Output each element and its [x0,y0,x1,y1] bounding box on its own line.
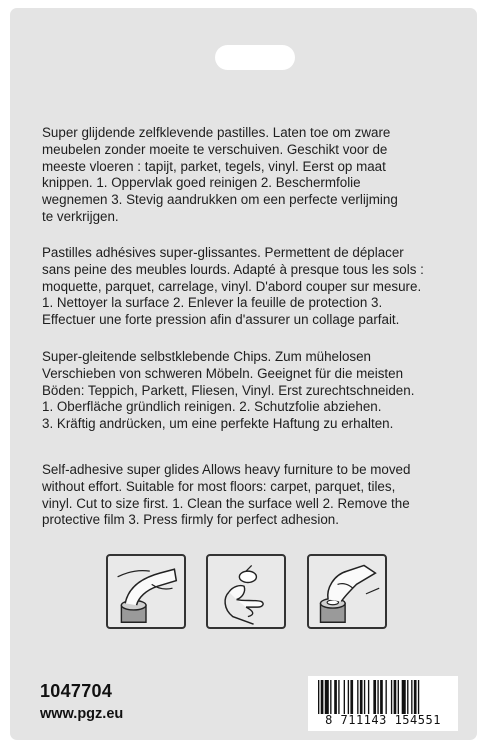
barcode-bar [330,680,331,714]
barcode-bar [394,680,397,714]
barcode-bar [350,680,353,714]
article-number: 1047704 [40,681,113,701]
barcode-bar [325,680,329,714]
barcode-bar [368,680,369,714]
barcode-bar [321,680,324,714]
barcode-bar [407,680,408,714]
barcode [308,676,458,731]
step-3-press-firmly [307,554,387,629]
barcode-bar [386,680,387,714]
website-url: www.pgz.eu [40,706,124,722]
hang-hole [215,45,295,70]
barcode-bar [344,680,345,714]
barcode-bar [377,680,378,714]
step-1-clean-surface [106,554,186,629]
barcode-bar [360,680,363,714]
barcode-bar [391,680,392,714]
barcode-bar [380,680,383,714]
remove-film-icon [208,556,284,627]
packaging-card [10,8,477,740]
barcode-digits: 8 711143 154551 [325,713,441,727]
barcode-bar [414,680,417,714]
barcode-bar [357,680,358,714]
barcode-bar [334,680,337,714]
instructions-french: Pastilles adhésives super-glissantes. Permettent de déplacer sans peine des meubles lourds. Adapté à presque tous les sols : moquette, parquet, carrelage, vinyl. D'abord couper sur mesure. 1. Nettoyer la surface 2. Enlever la feuille de protection 3. Effectuer une forte pression afin d'assurer un collage parfait. [42,245,424,328]
barcode-bar [373,680,376,714]
barcode-bar [348,680,349,714]
barcode-bar [418,680,419,714]
barcode-bars [318,680,448,714]
clean-surface-icon [108,556,184,627]
barcode-bar [364,680,365,714]
barcode-bar [338,680,339,714]
instructions-english: Self-adhesive super glides Allows heavy furniture to be moved without effort. Suitable for most floors: carpet, parquet, tiles, vinyl. Cut to size first. 1. Clean the surface well 2. Remove the protective film 3. Press firmly for perfect adhesion. [42,462,411,528]
barcode-bar [318,680,319,714]
step-2-remove-film [206,554,286,629]
press-firmly-icon [309,556,385,627]
barcode-bar [411,680,412,714]
barcode-bar [402,680,406,714]
barcode-bar [398,680,399,714]
instructions-dutch: Super glijdende zelfklevende pastilles. Laten toe om zware meubelen zonder moeite te verschuiven. Geschikt voor de meeste vloeren : tapijt, parket, tegels, vinyl. Eerst op maat knippen. 1. Oppervlak goed reinigen 2. Beschermfolie wegnemen 3. Stevig aandrukken om een perfecte verlijming te verkrijgen. [42,125,398,224]
instructions-german: Super-gleitende selbstklebende Chips. Zum mühelosen Verschieben von schweren Möbeln. Geeignet für die meisten Böden: Teppich, Parkett, Fliesen, Vinyl. Erst zurechtschneiden. 1. Oberfläche gründlich reinigen. 2. Schutzfolie abziehen. 3. Kräftig andrücken, um eine perfekte Haftung zu erhalten. [42,349,415,432]
